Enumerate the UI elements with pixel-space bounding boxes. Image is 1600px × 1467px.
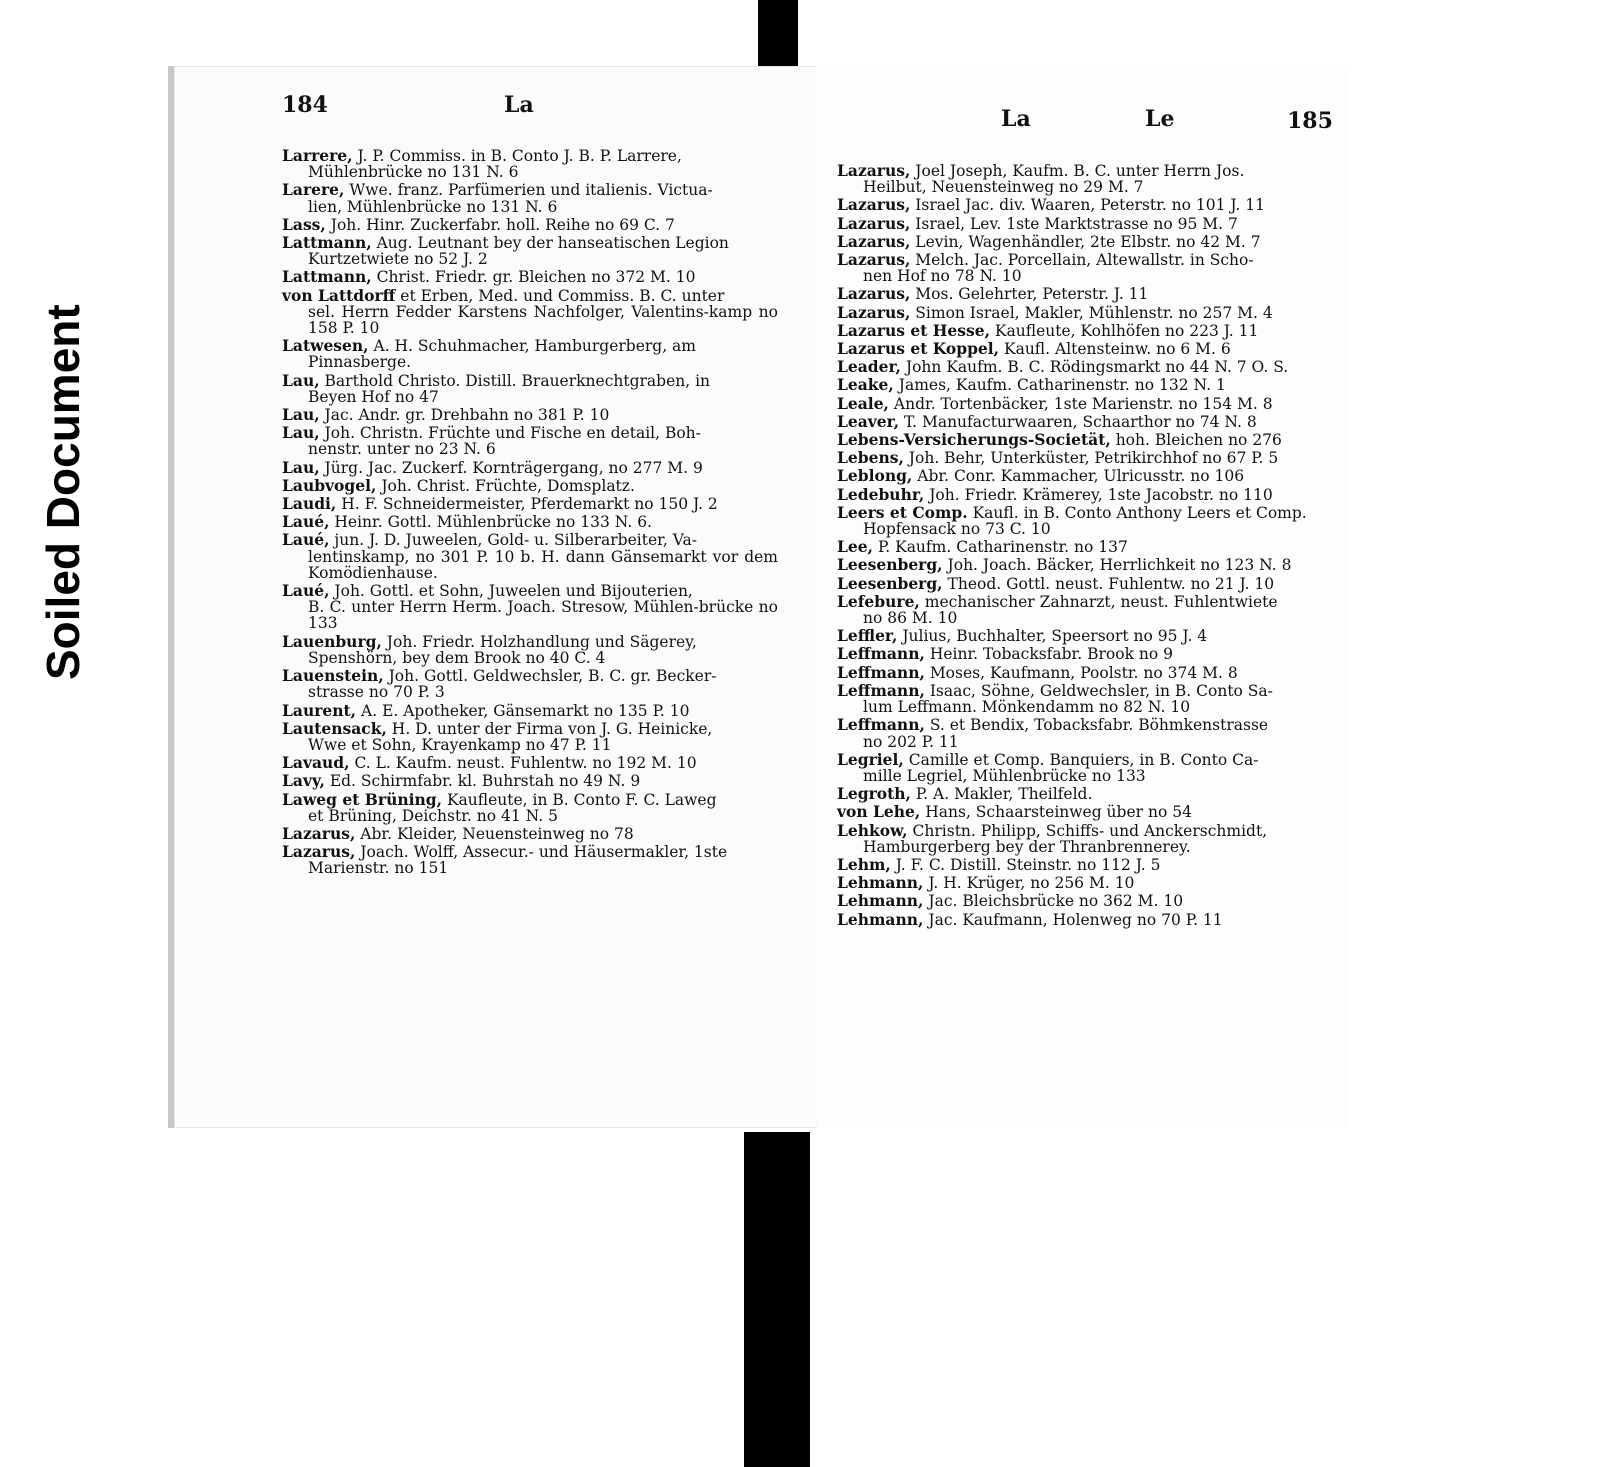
left-page [168, 66, 822, 1128]
directory-entry [282, 700, 778, 720]
directory-entry [837, 557, 1335, 573]
entry-details: Joh. Gottl. et Sohn, Juweelen und Bijouterien, [334, 582, 693, 601]
entry-details: Joach. Wolff, Assecur.- und Häusermakler, 1ste [360, 843, 728, 862]
directory-entries-left [282, 148, 778, 879]
entry-continuation: Pinnasberge. [308, 353, 412, 372]
directory-entry [282, 583, 778, 632]
soiled-document-stamp: Soiled Document [37, 304, 89, 680]
entry-continuation: Spenshörn, bey dem Brook no 40 C. 4 [308, 648, 606, 667]
entry-details: Kaufl. Altensteinw. no 6 M. 6 [1004, 340, 1231, 359]
entry-name: Leffmann, [837, 680, 925, 700]
entry-continuation: B. C. unter Herrn Herm. Joach. Stresow, Mühlen-brücke no 133 [308, 598, 778, 633]
entry-details: A. E. Apotheker, Gänsemarkt no 135 P. 10 [361, 701, 690, 720]
entry-name: Leers et Comp. [837, 502, 968, 522]
entry-details: Melch. Jac. Porcellain, Altewallstr. in Scho- [915, 251, 1254, 270]
entry-continuation: Heilbut, Neuensteinweg no 29 M. 7 [863, 178, 1144, 197]
entry-name: Lee, [837, 537, 874, 557]
entry-continuation: lien, Mühlenbrücke no 131 N. 6 [308, 197, 558, 216]
directory-entry [282, 475, 778, 495]
entry-continuation: strasse no 70 P. 3 [308, 683, 445, 702]
directory-entry [282, 285, 778, 338]
entry-name: Lavaud, [282, 753, 350, 773]
binding-tape-bottom [744, 1132, 810, 1467]
entry-details: Joh. Joach. Bäcker, Herrlichkeit no 123 N. 8 [947, 556, 1292, 575]
entry-details: H. D. unter der Firma von J. G. Heinicke, [391, 719, 713, 738]
entry-details: S. et Bendix, Tobacksfabr. Böhmkenstrasse [929, 716, 1269, 735]
entry-details: Wwe. franz. Parfümerien und italienis. Victua- [349, 181, 713, 200]
entry-details: Heinr. Gottl. Mühlenbrücke no 133 N. 6. [334, 513, 652, 532]
entry-details: Abr. Kleider, Neuensteinweg no 78 [360, 824, 634, 843]
entry-details: Christ. Friedr. gr. Bleichen no 372 M. 10 [376, 268, 696, 287]
directory-entry [837, 197, 1335, 213]
entry-continuation: lentinskamp, no 301 P. 10 b. H. dann Gänsemarkt vor dem Komödienhause. [308, 547, 778, 582]
directory-entry [282, 214, 778, 234]
entry-name: Lavy, [282, 771, 325, 791]
entry-details: H. F. Schneidermeister, Pferdemarkt no 150 J. 2 [341, 495, 718, 514]
entry-continuation: et Brüning, Deichstr. no 41 N. 5 [308, 806, 558, 825]
entry-details: Levin, Wagenhändler, 2te Elbstr. no 42 M. 7 [915, 232, 1261, 251]
entry-details: Joh. Gottl. Geldwechsler, B. C. gr. Becker- [388, 667, 717, 686]
directory-entry [837, 502, 1335, 539]
entry-name: Leake, [837, 375, 894, 395]
entry-continuation: Mühlenbrücke no 131 N. 6 [308, 163, 519, 182]
directory-entry [282, 370, 778, 406]
entry-name: Lehmann, [837, 873, 924, 893]
entry-name: Lazarus et Hesse, [837, 320, 990, 340]
entry-details: jun. J. D. Juweelen, Gold- u. Silberarbeiter, Va- [334, 531, 697, 550]
entry-continuation: no 86 M. 10 [863, 609, 958, 628]
entry-name: Lazarus et Koppel, [837, 339, 1000, 359]
directory-entry [282, 844, 778, 876]
entry-details: Joel Joseph, Kaufm. B. C. unter Herrn Jos. [915, 162, 1245, 180]
directory-entry [282, 338, 778, 370]
directory-entry [837, 786, 1335, 802]
entry-details: Camille et Comp. Banquiers, in B. Conto Ca- [908, 750, 1259, 769]
entry-name: von Lehe, [837, 802, 921, 822]
entry-details: Simon Israel, Makler, Mühlenstr. no 257 M. 4 [915, 303, 1273, 322]
entry-name: Latwesen, [282, 336, 369, 356]
running-header-right-a: La [1001, 106, 1031, 132]
entry-name: Larrere, [282, 146, 353, 165]
entry-name: Lazarus, [837, 250, 911, 270]
entry-name: Lauenburg, [282, 631, 382, 651]
directory-entry [282, 269, 778, 285]
entry-details: J. H. Krüger, no 256 M. 10 [928, 874, 1135, 893]
entry-details: Isaac, Söhne, Geldwechsler, in B. Conto Sa- [929, 681, 1273, 700]
entry-name: Lau, [282, 405, 320, 425]
directory-entry [282, 631, 778, 667]
entry-name: Leale, [837, 393, 889, 413]
directory-entry [837, 680, 1335, 717]
entry-continuation: nen Hof no 78 N. 10 [863, 267, 1022, 286]
entry-details: J. F. C. Distill. Steinstr. no 112 J. 5 [895, 855, 1161, 874]
entry-continuation: Beyen Hof no 47 [308, 387, 439, 406]
entry-continuation: sel. Herrn Fedder Karstens Nachfolger, Valentins-kamp no 158 P. 10 [308, 302, 778, 338]
running-header-left: La [504, 92, 534, 118]
entry-details: Barthold Christo. Distill. Brauerknechtgraben, in [324, 371, 711, 390]
entry-name: Lautensack, [282, 718, 387, 738]
directory-entry [837, 646, 1335, 662]
entry-name: Lau, [282, 423, 320, 443]
entry-details: Jac. Andr. gr. Drehbahn no 381 P. 10 [324, 406, 610, 425]
directory-entry [837, 804, 1335, 820]
directory-entry [837, 231, 1335, 251]
directory-entry [282, 755, 778, 771]
directory-entry [837, 359, 1335, 375]
entry-continuation: no 202 P. 11 [863, 732, 959, 751]
directory-entry [837, 909, 1335, 929]
entry-name: Leffler, [837, 626, 898, 646]
directory-entry [282, 148, 778, 180]
entry-name: Larere, [282, 180, 345, 200]
entry-details: Moses, Kaufmann, Poolstr. no 374 M. 8 [929, 663, 1238, 682]
entry-details: hoh. Bleichen no 276 [1115, 431, 1282, 450]
entry-details: Ed. Schirmfabr. kl. Buhrstah no 49 N. 9 [329, 772, 641, 791]
entry-details: Jac. Kaufmann, Holenweg no 70 P. 11 [928, 910, 1223, 929]
directory-entry [837, 662, 1335, 682]
entry-details: Israel Jac. div. Waaren, Peterstr. no 101 J. 11 [915, 196, 1266, 215]
entry-name: Lazarus, [282, 823, 356, 843]
entry-name: Laweg et Brüning, [282, 789, 442, 809]
entry-name: Lazarus, [282, 842, 356, 862]
entry-details: Jac. Bleichsbrücke no 362 M. 10 [928, 892, 1184, 911]
directory-entry [282, 407, 778, 423]
directory-entry [837, 302, 1335, 322]
entry-name: Lehkow, [837, 820, 908, 840]
entry-continuation: Hopfensack no 73 C. 10 [863, 520, 1051, 539]
right-page [817, 66, 1347, 1128]
directory-entry [282, 182, 778, 214]
entry-details: Joh. Behr, Unterküster, Petrikirchhof no 67 P. 5 [908, 449, 1279, 468]
directory-entry [837, 820, 1335, 856]
entry-continuation: Marienstr. no 151 [308, 859, 449, 878]
directory-entry [837, 591, 1335, 628]
entry-name: Laué, [282, 581, 330, 601]
entry-name: Lau, [282, 370, 320, 390]
entry-details: Kaufl. in B. Conto Anthony Leers et Comp. [972, 503, 1307, 522]
entry-name: Legriel, [837, 749, 904, 769]
entry-details: Christn. Philipp, Schiffs- und Anckerschmidt, [912, 821, 1268, 840]
entry-details: mechanischer Zahnarzt, neust. Fuhlentwiete [924, 592, 1278, 611]
entry-details: Joh. Hinr. Zuckerfabr. holl. Reihe no 69 C. 7 [330, 215, 675, 234]
directory-entry [837, 717, 1335, 749]
directory-entry [282, 514, 778, 530]
running-header-right-b: Le [1145, 106, 1175, 132]
entry-details: James, Kaufm. Catharinenstr. no 132 N. 1 [898, 376, 1226, 395]
page-number-right: 185 [1287, 108, 1333, 134]
entry-details: Hans, Schaarsteinweg über no 54 [925, 803, 1192, 822]
entry-details: P. Kaufm. Catharinenstr. no 137 [877, 538, 1128, 557]
entry-name: von Lattdorff [282, 285, 396, 305]
entry-details: Mos. Gelehrter, Peterstr. J. 11 [915, 285, 1149, 304]
entry-name: Lazarus, [837, 161, 911, 180]
entry-details: Joh. Christ. Früchte, Domsplatz. [381, 476, 635, 495]
directory-entry [282, 668, 778, 700]
directory-entry [837, 432, 1335, 448]
entry-details: Aug. Leutnant bey der hanseatischen Legion [376, 234, 729, 253]
page-number-left: 184 [282, 92, 328, 118]
entry-name: Lazarus, [837, 284, 911, 304]
entry-name: Leffmann, [837, 662, 925, 682]
entry-name: Legroth, [837, 784, 911, 804]
entry-name: Leader, [837, 357, 901, 377]
directory-entry [837, 484, 1335, 504]
entry-details: Julius, Buchhalter, Speersort no 95 J. 4 [902, 627, 1208, 646]
entry-details: Joh. Friedr. Krämerey, 1ste Jacobstr. no 110 [929, 485, 1273, 504]
directory-entry [837, 393, 1335, 413]
directory-entry [282, 496, 778, 512]
entry-details: Theod. Gottl. neust. Fuhlentw. no 21 J. 10 [947, 574, 1275, 593]
entry-continuation: Hamburgerberg bey der Thranbrennerey. [863, 837, 1191, 856]
entry-name: Leesenberg, [837, 573, 943, 593]
entry-details: Kaufleute, in B. Conto F. C. Laweg [446, 790, 717, 809]
entry-name: Lazarus, [837, 231, 911, 251]
entry-name: Lehmann, [837, 891, 924, 911]
entry-details: T. Manufacturwaaren, Schaarthor no 74 N. 8 [904, 412, 1257, 431]
directory-entry [837, 213, 1335, 233]
directory-entry [282, 773, 778, 789]
directory-entry [282, 235, 778, 267]
entry-details: Kaufleute, Kohlhöfen no 223 J. 11 [994, 321, 1259, 340]
directory-entry [837, 628, 1335, 644]
entry-continuation: Wwe et Sohn, Krayenkamp no 47 P. 11 [308, 735, 612, 754]
entry-continuation: nenstr. unter no 23 N. 6 [308, 440, 496, 459]
entry-name: Lehm, [837, 854, 891, 874]
entry-name: Leffmann, [837, 644, 925, 664]
directory-entry [282, 425, 778, 457]
entry-name: Laué, [282, 512, 330, 532]
entry-name: Lazarus, [837, 213, 911, 233]
directory-entry [282, 823, 778, 843]
directory-entry [282, 457, 778, 477]
entry-name: Leesenberg, [837, 555, 943, 575]
entry-name: Lehmann, [837, 909, 924, 929]
entry-name: Laurent, [282, 700, 357, 720]
entry-name: Lefebure, [837, 591, 920, 611]
entry-details: Andr. Tortenbäcker, 1ste Marienstr. no 154 M. 8 [893, 394, 1273, 413]
directory-entry [282, 532, 778, 581]
entry-continuation: mille Legriel, Mühlenbrücke no 133 [863, 766, 1146, 785]
entry-name: Lebens-Versicherungs-Societät, [837, 430, 1111, 450]
directory-entry [837, 854, 1335, 874]
directory-entry [837, 450, 1335, 466]
entry-details: A. H. Schuhmacher, Hamburgerberg, am [373, 337, 696, 356]
directory-entries-right [837, 163, 1335, 930]
directory-entry [837, 377, 1335, 393]
directory-entry [837, 252, 1335, 284]
entry-details: Jürg. Jac. Zuckerf. Kornträgergang, no 277 M. 9 [324, 458, 703, 477]
entry-details: Heinr. Tobacksfabr. Brook no 9 [929, 645, 1174, 664]
entry-details: J. P. Commiss. in B. Conto J. B. P. Larrere, [357, 147, 682, 165]
directory-entry [837, 539, 1335, 555]
directory-entry [837, 411, 1335, 431]
entry-name: Laubvogel, [282, 475, 377, 495]
entry-details: Joh. Christn. Früchte und Fische en detail, Boh- [324, 424, 701, 443]
entry-details: John Kaufm. B. C. Rödingsmarkt no 44 N. 7 O. S. [905, 358, 1289, 377]
directory-entry [282, 789, 778, 825]
entry-continuation: lum Leffmann. Mönkendamm no 82 N. 10 [863, 698, 1191, 717]
entry-name: Leffmann, [837, 715, 925, 735]
entry-continuation: Kurtzetwiete no 52 J. 2 [308, 250, 488, 269]
entry-details: Israel, Lev. 1ste Marktstrasse no 95 M. 7 [915, 214, 1238, 233]
entry-name: Laué, [282, 530, 330, 550]
directory-entry [837, 341, 1335, 357]
entry-name: Lebens, [837, 448, 904, 468]
entry-details: P. A. Makler, Theilfeld. [915, 785, 1093, 804]
entry-name: Lattmann, [282, 233, 372, 253]
directory-entry [837, 320, 1335, 340]
directory-entry [837, 875, 1335, 891]
entry-name: Ledebuhr, [837, 484, 925, 504]
directory-entry [837, 749, 1335, 785]
entry-name: Lattmann, [282, 267, 372, 287]
directory-entry [837, 286, 1335, 302]
entry-name: Leaver, [837, 411, 900, 431]
entry-name: Lauenstein, [282, 666, 384, 686]
entry-details: Joh. Friedr. Holzhandlung und Sägerey, [386, 632, 697, 651]
entry-name: Lazarus, [837, 195, 911, 215]
directory-entry [837, 163, 1335, 195]
entry-details: Abr. Conr. Kammacher, Ulricusstr. no 106 [917, 467, 1245, 486]
entry-name: Lau, [282, 457, 320, 477]
entry-name: Lazarus, [837, 302, 911, 322]
entry-name: Laudi, [282, 494, 337, 514]
directory-entry [282, 718, 778, 754]
directory-entry [837, 468, 1335, 484]
directory-entry [837, 893, 1335, 909]
entry-name: Leblong, [837, 466, 913, 486]
entry-details: et Erben, Med. und Commiss. B. C. unter [400, 286, 725, 305]
entry-name: Lass, [282, 214, 326, 234]
directory-entry [837, 573, 1335, 593]
entry-details: C. L. Kaufm. neust. Fuhlentw. no 192 M. 10 [354, 754, 697, 773]
